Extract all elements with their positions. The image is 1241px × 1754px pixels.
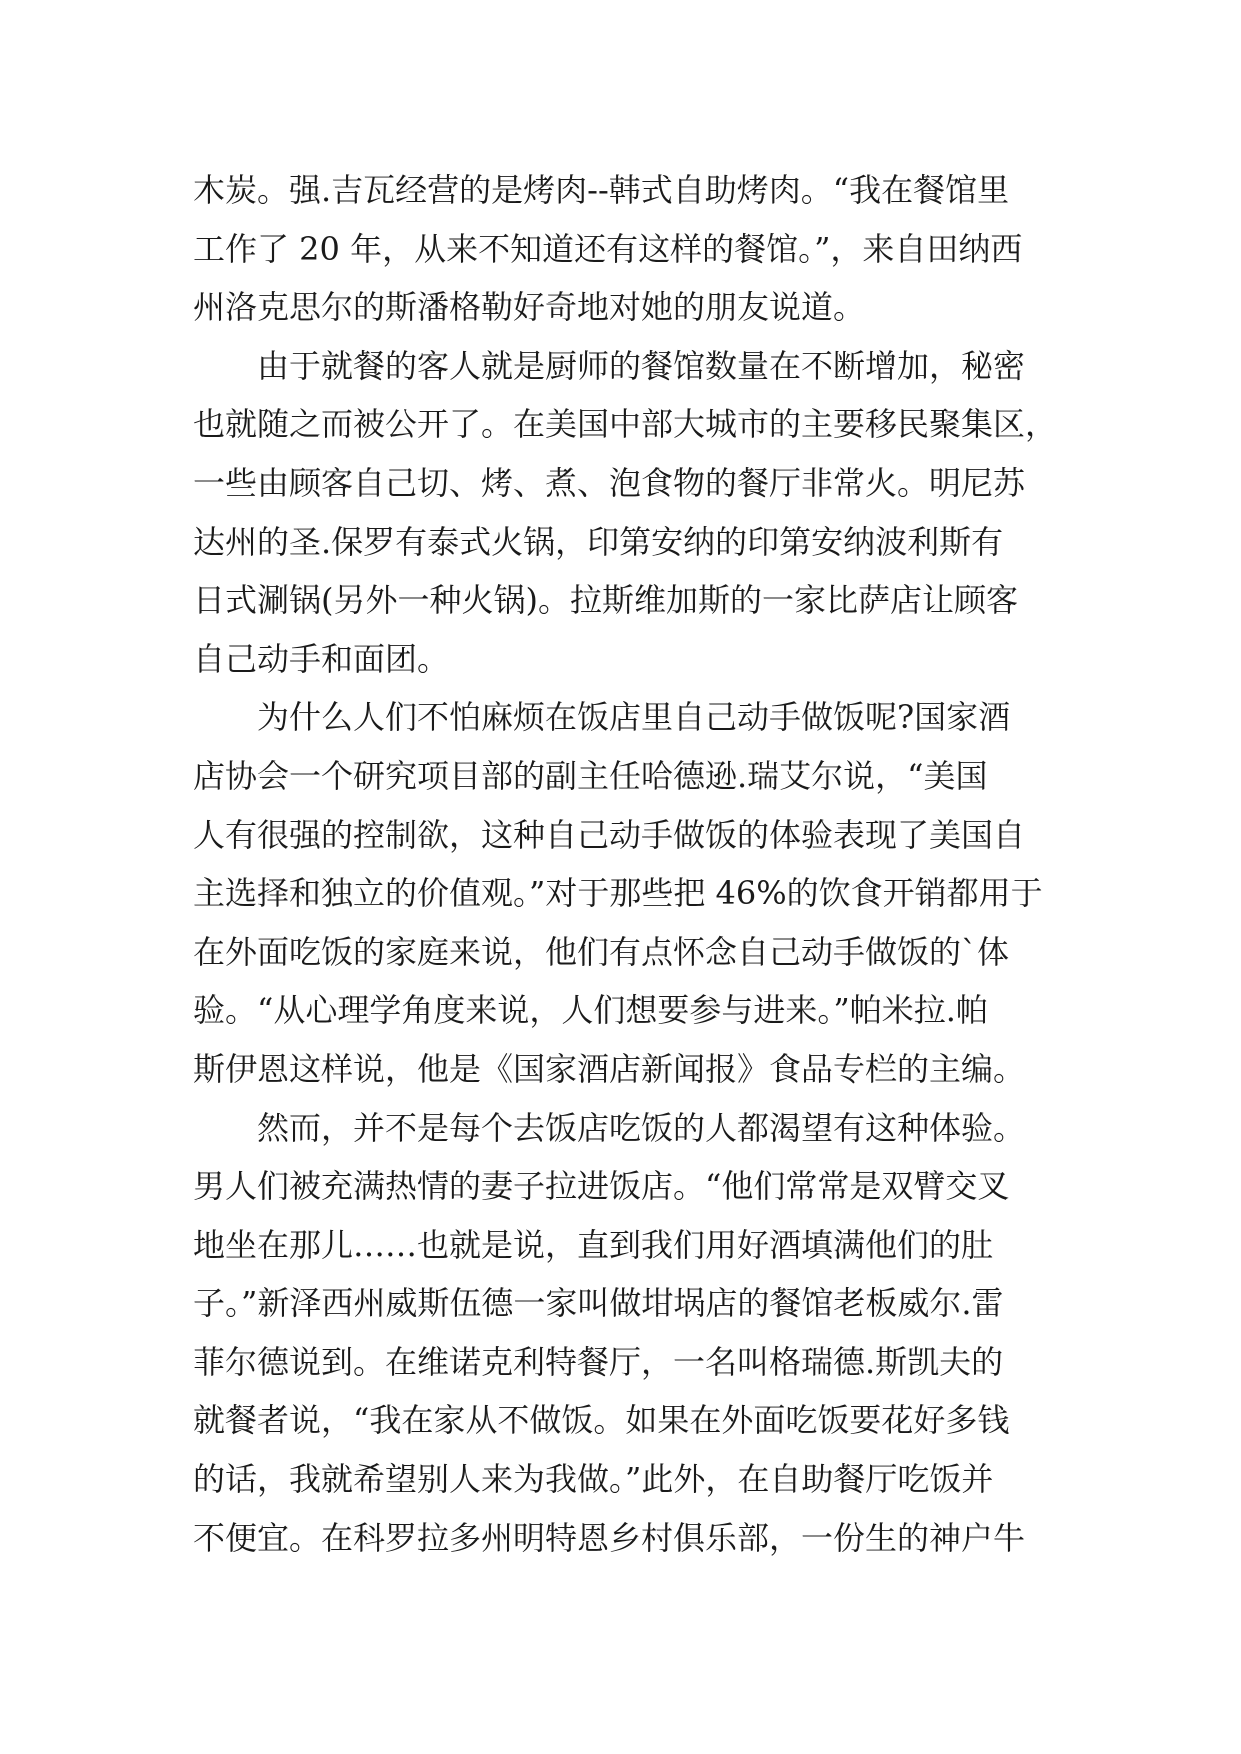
body-text	[193, 161, 1073, 1567]
text-line: 主选择和独立的价值观。”对于那些把 46%的饮食开销都用于	[193, 874, 1043, 913]
text-line: 斯伊恩这样说，他是《国家酒店新闻报》食品专栏的主编。	[193, 1049, 1026, 1088]
text-line: 就餐者说，“我在家从不做饭。如果在外面吃饭要花好多钱	[193, 1401, 1010, 1440]
text-line: 不便宜。在科罗拉多州明特恩乡村俱乐部，一份生的神户牛	[193, 1518, 1026, 1557]
text-line: 自己动手和面团。	[193, 639, 450, 678]
text-line: 州洛克思尔的斯潘格勒好奇地对她的朋友说道。	[193, 288, 866, 327]
text-line: 男人们被充满热情的妻子拉进饭店。“他们常常是双臂交叉	[193, 1167, 1010, 1206]
text-line: 工作了 20 年，从来不知道还有这样的餐馆。”，来自田纳西	[193, 229, 1023, 268]
text-line: 地坐在那儿……也就是说，直到我们用好酒填满他们的肚	[193, 1225, 994, 1264]
text-line: 达州的圣.保罗有泰式火锅，印第安纳的印第安纳波利斯有	[193, 522, 1004, 561]
paragraph-4	[193, 1099, 1073, 1568]
text-line: 由于就餐的客人就是厨师的餐馆数量在不断增加，秘密	[257, 346, 1026, 385]
text-line: 的话，我就希望别人来为我做。”此外，在自助餐厅吃饭并	[193, 1460, 994, 1499]
text-line: 子。”新泽西州威斯伍德一家叫做坩埚店的餐馆老板威尔.雷	[193, 1284, 1004, 1323]
text-line: 验。“从心理学角度来说，人们想要参与进来。”帕米拉.帕	[193, 991, 988, 1030]
text-line: 店协会一个研究项目部的副主任哈德逊.瑞艾尔说，“美国	[193, 756, 988, 795]
text-line: 人有很强的控制欲，这种自己动手做饭的体验表现了美国自	[193, 815, 1026, 854]
paragraph-2	[193, 337, 1073, 689]
text-line: 一些由顾客自己切、烤、煮、泡食物的餐厅非常火。明尼苏	[193, 463, 1026, 502]
text-line: 为什么人们不怕麻烦在饭店里自己动手做饭呢?国家酒	[257, 698, 1011, 737]
text-line: 然而，并不是每个去饭店吃饭的人都渴望有这种体验。	[257, 1108, 1026, 1147]
text-line: 木炭。强.吉瓦经营的是烤肉--韩式自助烤肉。“我在餐馆里	[193, 171, 1010, 209]
text-line: 在外面吃饭的家庭来说，他们有点怀念自己动手做饭的`体	[193, 932, 1010, 971]
text-line: 日式涮锅(另外一种火锅)。拉斯维加斯的一家比萨店让顾客	[193, 581, 1018, 620]
text-line: 也就随之而被公开了。在美国中部大城市的主要移民聚集区，	[193, 405, 1058, 444]
text-line: 菲尔德说到。在维诺克利特餐厅，一名叫格瑞德.斯凯夫的	[193, 1342, 1004, 1381]
paragraph-3	[193, 688, 1073, 1098]
paragraph-1	[193, 161, 1073, 337]
